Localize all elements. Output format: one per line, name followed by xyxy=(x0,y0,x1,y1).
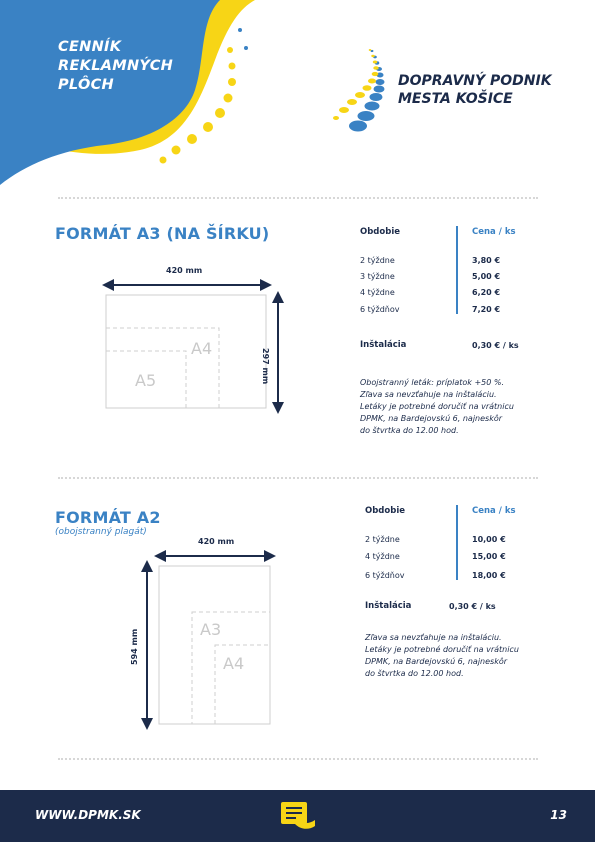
table-row-period: 4 týždne xyxy=(365,552,400,561)
a2-height-label: 594 mm xyxy=(130,628,139,665)
page-title-line-3: PLÔCH xyxy=(58,77,114,93)
company-name-line-1: DOPRAVNÝ PODNIK xyxy=(398,73,552,89)
divider xyxy=(58,197,538,199)
a3-note-line: do štvrtka do 12.00 hod. xyxy=(360,426,459,435)
poster-icon xyxy=(279,800,317,832)
a3-note-line: DPMK, na Bardejovskú 6, najneskôr xyxy=(360,414,503,423)
a3-box-label: A3 xyxy=(200,620,222,639)
a3-table-divider xyxy=(456,226,458,314)
page-title-line-1: CENNÍK xyxy=(58,39,122,55)
page-title xyxy=(58,38,173,95)
company-name-line-2: MESTA KOŠICE xyxy=(398,91,513,107)
divider xyxy=(58,758,538,760)
a4-box-label: A4 xyxy=(191,339,213,358)
a3-note-line: Obojstranný leták: príplatok +50 %. xyxy=(360,378,505,387)
table-row-price: 7,20 € xyxy=(472,305,501,314)
table-row-period: 2 týždne xyxy=(360,256,395,265)
a5-box-label: A5 xyxy=(135,371,157,390)
table-row-period: 3 týždne xyxy=(360,272,395,281)
table-row-period: 6 týždňov xyxy=(365,571,405,580)
a2-section-title: FORMÁT A2 xyxy=(55,508,161,527)
a3-period-header: Obdobie xyxy=(360,227,400,237)
table-row-price: 10,00 € xyxy=(472,535,506,544)
a3-note-line: Zľava sa nevzťahuje na inštaláciu. xyxy=(360,390,497,399)
a3-section-title: FORMÁT A3 (NA ŠÍRKU) xyxy=(55,224,270,243)
a2-install-label: Inštalácia xyxy=(365,601,412,611)
table-row-price: 15,00 € xyxy=(472,552,506,561)
table-row-price: 6,20 € xyxy=(472,288,501,297)
page-title-line-2: REKLAMNÝCH xyxy=(58,58,174,74)
a3-price-header: Cena / ks xyxy=(472,227,516,237)
a2-section-subtitle: (obojstranný plagát) xyxy=(55,527,147,537)
website-link[interactable]: WWW.DPMK.SK xyxy=(35,808,141,822)
company-name xyxy=(398,72,552,108)
table-row-price: 3,80 € xyxy=(472,256,501,265)
a2-note-line: do štvrtka do 12.00 hod. xyxy=(365,669,464,678)
page-number: 13 xyxy=(550,808,567,822)
table-row-period: 4 týždne xyxy=(360,288,395,297)
a2-notes xyxy=(365,632,565,680)
a2-note-line: Letáky je potrebné doručiť na vrátnicu xyxy=(365,645,519,654)
dpmk-logo-mark xyxy=(330,40,400,135)
a2-note-line: DPMK, na Bardejovskú 6, najneskôr xyxy=(365,657,508,666)
table-row-period: 2 týždne xyxy=(365,535,400,544)
a4-box-label: A4 xyxy=(223,654,245,673)
a3-notes xyxy=(360,377,560,437)
a2-install-price: 0,30 € / ks xyxy=(449,602,496,611)
a3-install-label: Inštalácia xyxy=(360,340,407,350)
a2-price-header: Cena / ks xyxy=(472,506,516,516)
a3-width-label: 420 mm xyxy=(166,266,203,275)
a2-table-divider xyxy=(456,505,458,580)
divider xyxy=(58,477,538,479)
a2-note-line: Zľava sa nevzťahuje na inštaláciu. xyxy=(365,633,502,642)
header-decoration xyxy=(0,0,330,190)
a2-period-header: Obdobie xyxy=(365,506,405,516)
a3-install-price: 0,30 € / ks xyxy=(472,341,519,350)
a2-format-diagram xyxy=(140,548,280,730)
a3-note-line: Letáky je potrebné doručiť na vrátnicu xyxy=(360,402,514,411)
a2-width-label: 420 mm xyxy=(198,537,235,546)
table-row-price: 18,00 € xyxy=(472,571,506,580)
table-row-period: 6 týždňov xyxy=(360,305,400,314)
table-row-price: 5,00 € xyxy=(472,272,501,281)
a3-height-label: 297 mm xyxy=(261,348,270,385)
